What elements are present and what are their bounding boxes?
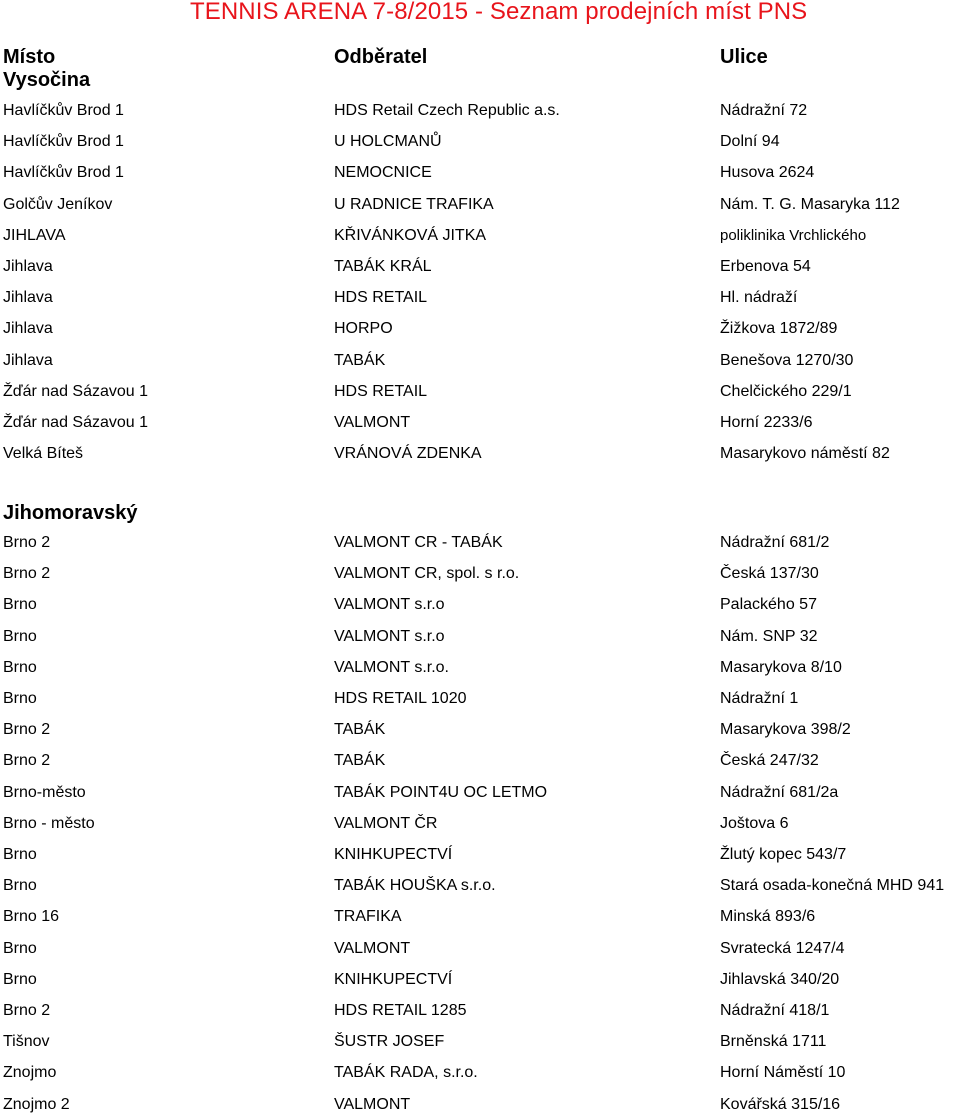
customer-cell: VALMONT CR - TABÁK <box>334 534 503 551</box>
table-row <box>0 938 960 960</box>
table-row <box>0 1062 960 1084</box>
place-cell: Brno <box>3 970 37 988</box>
place-cell: Tišnov <box>3 1033 50 1051</box>
place-cell: Žďár nad Sázavou 1 <box>3 414 149 431</box>
table-row <box>0 318 960 340</box>
table-row <box>0 532 960 554</box>
table-row <box>0 813 960 835</box>
street-cell: Nádražní 681/2 <box>720 534 830 551</box>
street-cell: Palackého 57 <box>720 596 817 614</box>
place-cell: Jihlava <box>3 289 53 307</box>
street-cell: Joštova 6 <box>720 814 789 832</box>
street-cell: Nám. T. G. Masaryka 112 <box>720 195 900 213</box>
street-cell: Horní 2233/6 <box>720 414 813 431</box>
street-cell: Nám. SNP 32 <box>720 627 818 645</box>
customer-cell: HDS RETAIL 1020 <box>334 690 467 707</box>
customer-cell: TABÁK <box>334 752 386 770</box>
customer-cell: HDS RETAIL <box>334 382 428 400</box>
customer-cell: HORPO <box>334 320 393 338</box>
place-cell: Brno-město <box>3 783 86 801</box>
customer-cell: VALMONT s.r.o <box>334 596 445 614</box>
table-row <box>0 350 960 372</box>
customer-cell: TRAFIKA <box>334 908 402 926</box>
table-row <box>0 412 960 434</box>
table-row <box>0 594 960 616</box>
section-heading-jihomoravsky: Jihomoravský <box>3 502 138 524</box>
customer-cell: U HOLCMANŮ <box>334 133 442 151</box>
table-row <box>0 688 960 710</box>
place-cell: Brno <box>3 690 37 707</box>
customer-cell: KŘIVÁNKOVÁ JITKA <box>334 226 487 244</box>
street-cell: Žižkova 1872/89 <box>720 320 838 338</box>
customer-cell: VALMONT <box>334 939 411 957</box>
place-cell: Žďár nad Sázavou 1 <box>3 382 149 400</box>
customer-cell: VRÁNOVÁ ZDENKA <box>334 445 482 463</box>
customer-cell: VALMONT ČR <box>334 814 438 832</box>
street-cell: Dolní 94 <box>720 133 780 151</box>
customer-cell: VALMONT <box>334 414 411 431</box>
place-cell: Brno 2 <box>3 721 51 739</box>
street-cell: Benešova 1270/30 <box>720 351 854 369</box>
table-row <box>0 100 960 122</box>
place-cell: Brno - město <box>3 814 95 832</box>
customer-cell: VALMONT s.r.o <box>334 627 445 645</box>
customer-cell: HDS RETAIL 1285 <box>334 1002 467 1019</box>
customer-cell: TABÁK <box>334 351 386 369</box>
customer-cell: NEMOCNICE <box>334 164 432 182</box>
place-cell: Brno 2 <box>3 565 51 583</box>
place-cell: Jihlava <box>3 320 53 338</box>
place-cell: Brno <box>3 939 37 957</box>
place-cell: Brno <box>3 658 37 676</box>
place-cell: Havlíčkův Brod 1 <box>3 164 124 182</box>
street-cell: Česká 247/32 <box>720 752 819 770</box>
customer-cell: VALMONT <box>334 1095 411 1113</box>
street-cell: Minská 893/6 <box>720 908 816 926</box>
street-cell: Masarykova 8/10 <box>720 658 842 676</box>
table-row <box>0 563 960 585</box>
table-row <box>0 1000 960 1022</box>
place-cell: Brno 2 <box>3 752 51 770</box>
page-title: TENNIS ARENA 7-8/2015 - Seznam prodejních míst PNS <box>190 0 808 25</box>
customer-cell: U RADNICE TRAFIKA <box>334 195 494 213</box>
place-cell: Jihlava <box>3 258 53 275</box>
table-row <box>0 782 960 804</box>
table-row <box>0 287 960 309</box>
column-header-customer: Odběratel <box>334 46 428 68</box>
place-cell: Brno <box>3 596 37 614</box>
table-row <box>0 1031 960 1053</box>
customer-cell: TABÁK POINT4U OC LETMO <box>334 783 548 801</box>
table-row <box>0 875 960 897</box>
street-cell: Svratecká 1247/4 <box>720 939 845 957</box>
street-cell: Masarykovo náměstí 82 <box>720 445 890 463</box>
street-cell: Stará osada-konečná MHD 941 <box>720 877 945 895</box>
street-cell: Husova 2624 <box>720 164 815 182</box>
street-cell: Kovářská 315/16 <box>720 1095 841 1113</box>
place-cell: Brno <box>3 877 37 895</box>
table-row <box>0 256 960 278</box>
place-cell: JIHLAVA <box>3 226 66 244</box>
table-row <box>0 162 960 184</box>
street-cell: Brněnská 1711 <box>720 1033 827 1051</box>
customer-cell: TABÁK <box>334 721 386 739</box>
place-cell: Havlíčkův Brod 1 <box>3 102 124 119</box>
table-row <box>0 719 960 741</box>
street-cell: Chelčického 229/1 <box>720 382 852 400</box>
table-row <box>0 443 960 465</box>
section-heading-vysocina: Vysočina <box>3 69 91 91</box>
street-cell: Nádražní 1 <box>720 690 799 707</box>
customer-cell: TABÁK RADA, s.r.o. <box>334 1064 478 1082</box>
customer-cell: HDS Retail Czech Republic a.s. <box>334 102 560 119</box>
place-cell: Golčův Jeníkov <box>3 195 113 213</box>
place-cell: Brno 16 <box>3 908 60 926</box>
table-row <box>0 1094 960 1116</box>
customer-cell: KNIHKUPECTVÍ <box>334 970 453 988</box>
customer-cell: VALMONT s.r.o. <box>334 658 449 676</box>
place-cell: Brno 2 <box>3 534 51 551</box>
place-cell: Brno <box>3 627 37 645</box>
table-row <box>0 906 960 928</box>
table-row <box>0 657 960 679</box>
street-cell: Česká 137/30 <box>720 565 819 583</box>
place-cell: Jihlava <box>3 351 53 369</box>
column-header-street: Ulice <box>720 46 768 68</box>
place-cell: Brno 2 <box>3 1002 51 1019</box>
table-row <box>0 194 960 216</box>
street-cell: Žlutý kopec 543/7 <box>720 846 847 863</box>
place-cell: Brno <box>3 846 37 863</box>
customer-cell: HDS RETAIL <box>334 289 428 307</box>
street-cell: poliklinika Vrchlického <box>720 226 867 244</box>
street-cell: Horní Náměstí 10 <box>720 1064 846 1082</box>
street-cell: Nádražní 72 <box>720 102 808 119</box>
table-row <box>0 750 960 772</box>
place-cell: Znojmo <box>3 1064 57 1082</box>
street-cell: Nádražní 418/1 <box>720 1002 830 1019</box>
customer-cell: VALMONT CR, spol. s r.o. <box>334 565 520 583</box>
customer-cell: TABÁK HOUŠKA s.r.o. <box>334 877 496 895</box>
table-row <box>0 844 960 866</box>
place-cell: Znojmo 2 <box>3 1095 70 1113</box>
street-cell: Nádražní 681/2a <box>720 783 839 801</box>
place-cell: Velká Bíteš <box>3 445 84 463</box>
customer-cell: TABÁK KRÁL <box>334 258 432 275</box>
street-cell: Masarykova 398/2 <box>720 721 851 739</box>
place-cell: Havlíčkův Brod 1 <box>3 133 124 151</box>
customer-cell: ŠUSTR JOSEF <box>334 1033 445 1051</box>
table-row <box>0 969 960 991</box>
table-row <box>0 626 960 648</box>
table-row <box>0 381 960 403</box>
street-cell: Hl. nádraží <box>720 289 798 307</box>
table-row <box>0 131 960 153</box>
street-cell: Erbenova 54 <box>720 258 811 275</box>
street-cell: Jihlavská 340/20 <box>720 970 840 988</box>
customer-cell: KNIHKUPECTVÍ <box>334 846 453 863</box>
table-row <box>0 225 960 247</box>
column-header-place: Místo <box>3 46 56 68</box>
